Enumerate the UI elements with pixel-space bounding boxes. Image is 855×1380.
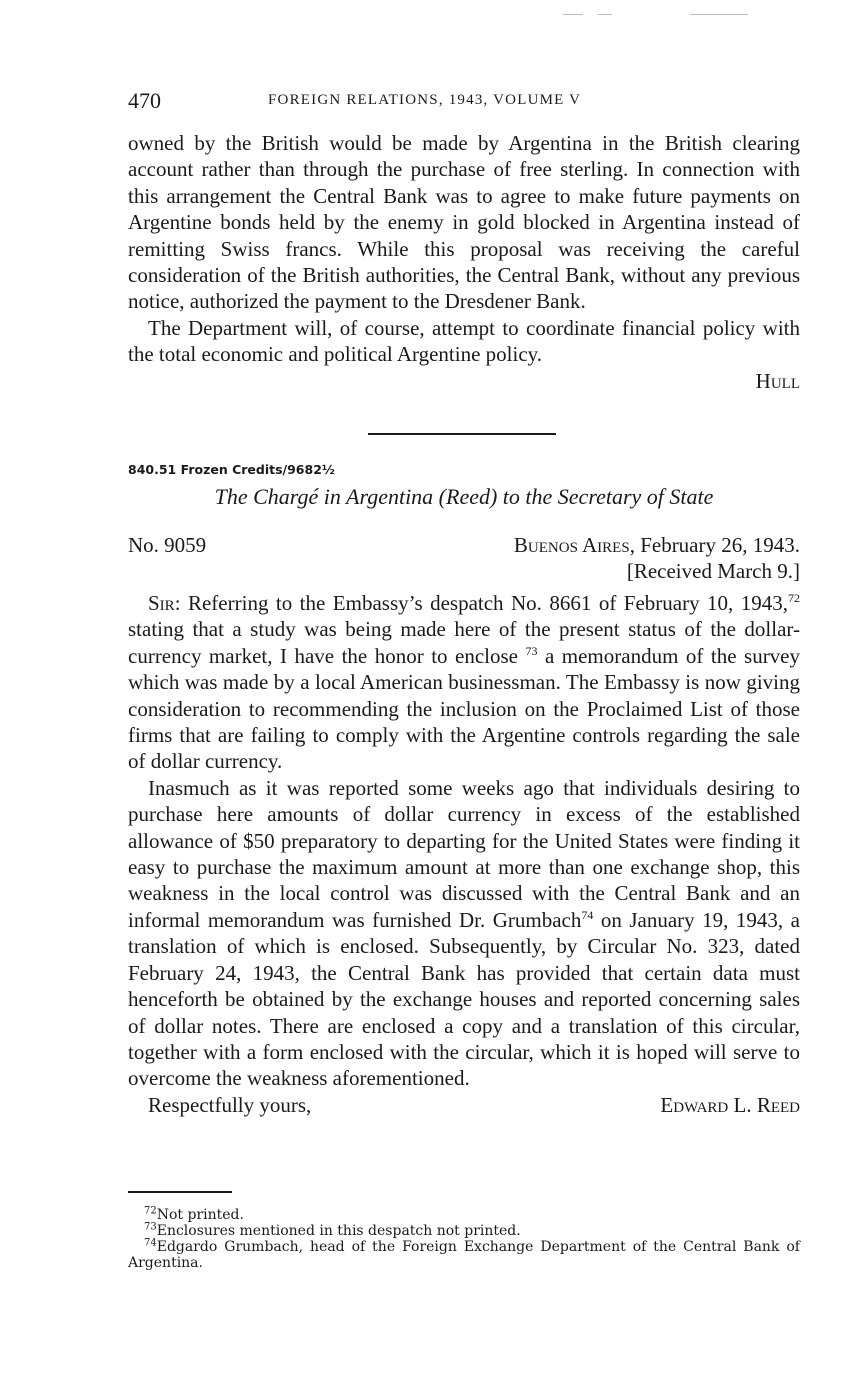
scan-speck [690,14,748,15]
paragraph: Sir: Referring to the Embassy’s despatch No. 8661 of February 10, 1943,72 stating that a study was being made here of the present status of the dollar-currency market, I have the honor to enclose $^{73}$ a memorandum of the survey which was made by a local American businessman. The Embassy is now giving consideration to recommending the inclusion on the Proclaimed List of those firms that are failing to comply with the Argentine controls regarding the sale of dollar currency. [128,591,801,774]
place: Buenos Aires [513,533,630,557]
document-heading [128,462,800,510]
footnote-ref: 74 [581,907,594,922]
running-head: FOREIGN RELATIONS, 1943, VOLUME V [268,92,582,108]
file-reference: 840.51 Frozen Credits/9682½ [128,462,335,477]
footnote-ref: 72 [788,591,800,605]
place-date [514,532,800,558]
document-body [128,590,800,1118]
signature-reed: Edward L. Reed [660,1092,800,1117]
footnote: $^{73}$Enclosures mentioned in this despatch not printed. [144,1221,521,1239]
scan-speck [563,14,583,15]
scan-speck [598,14,612,15]
signature-hull: Hull [755,368,800,393]
dateline [128,532,800,584]
footnote-ref: 73 [525,643,538,658]
section-divider [368,433,556,435]
footnotes [128,1207,800,1271]
closing: Respectfully yours, [148,1092,312,1117]
closing-line [128,1092,800,1118]
page-number: 470 [128,88,161,113]
salutation: Sir [148,591,175,615]
date: , February 26, 1943. [629,533,800,557]
previous-document-text [128,130,800,394]
paragraph: The Department will, of course, attempt to coordinate financial policy with the total economic and political Argentine policy. [128,315,800,367]
paragraph: Inasmuch as it was reported some weeks ago that individuals desiring to purchase here amounts of dollar currency in excess of the established allowance of $50 preparatory to departing for the United States were finding it easy to purchase the maximum amount at more than one exchange shop, this weakness in the local control was discussed with the Central Bank and an informal memorandum was furnished Dr. Grumbach$^{74}$ on January 19, 1943, a translation of which is enclosed. Subsequently, by Circular No. 323, dated February 24, 1943, the Central Bank has provided that certain data must henceforth be obtained by the exchange houses and reported concerning sales of dollar notes. There are enclosed a copy and a translation of this circular, together with a form enclosed with the circular, which it is hoped will serve to overcome the weakness aforementioned. [128,775,800,1091]
footnote: $^{74}$Edgardo Grumbach, head of the Foreign Exchange Department of the Central Bank of Argentina. [128,1237,800,1271]
received-date: [Received March 9.] [626,559,800,583]
footnote-rule [128,1191,232,1193]
page-header [128,88,800,118]
despatch-number: No. 9059 [128,533,207,557]
footnote: $^{72}$Not printed. [144,1205,244,1223]
document-title: The Chargé in Argentina (Reed) to the Secretary of State [214,484,714,509]
paragraph: owned by the British would be made by Argentina in the British clearing account rather than through the purchase of free sterling. In connection with this arrangement the Central Bank was to agree to make future payments on Argentine bonds held by the enemy in gold blocked in Argentina instead of remitting Swiss francs. While this proposal was receiving the careful consideration of the British authorities, the Central Bank, without any previous notice, authorized the payment to the Dresdener Bank. [128,131,800,314]
